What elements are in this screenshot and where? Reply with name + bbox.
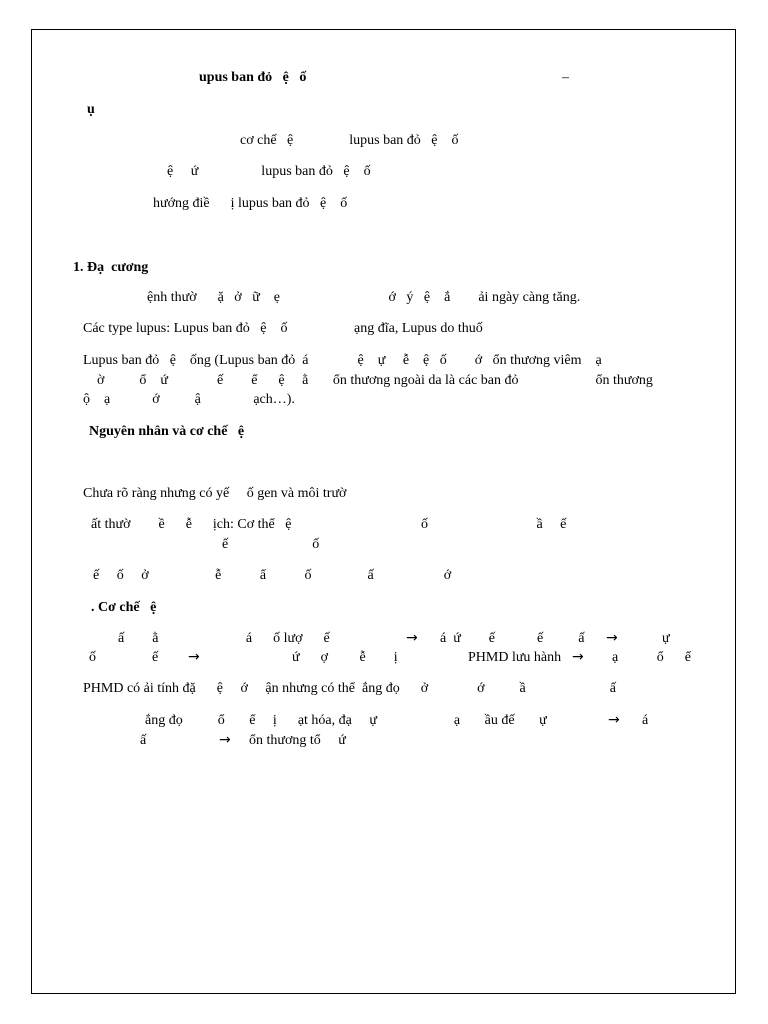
- right-arrow-icon: →: [188, 649, 200, 665]
- document-title: upus ban đỏ ệ ố: [199, 70, 307, 85]
- title-dash: –: [562, 70, 569, 85]
- mechanism-line-2c: PHMD lưu hành: [468, 650, 562, 665]
- mechanism-heading: . Cơ chế ệ: [91, 600, 157, 615]
- cause-paragraph-1: Chưa rõ ràng nhưng có yế ố gen và môi trườ: [83, 486, 347, 501]
- cause-paragraph-2-line-1: ất thườ ề ễ ịch: Cơ thể ệ ố ầ ế: [91, 517, 567, 532]
- mechanism-line-2a: ố ế: [89, 650, 159, 665]
- objective-item-2: ệ ứ lupus ban đỏ ệ ố: [167, 164, 371, 179]
- section-1-paragraph-3-line-2: ờ ổ ứ ế ể ệ ằ ổn thương ngoài da là các ban đỏ ổn thương: [97, 373, 653, 388]
- mechanism-line-1b: á ứ ế ế ấ: [440, 631, 585, 646]
- section-1-paragraph-2: Các type lupus: Lupus ban đỏ ệ ố ạng đĩa, Lupus do thuố: [83, 321, 483, 336]
- right-arrow-icon: →: [606, 630, 618, 646]
- mechanism-line-1c: ự: [662, 631, 670, 646]
- mechanism-line-2b: ứ ợ ễ ị: [292, 650, 398, 665]
- cause-paragraph-3: ế ố ở ễ ẩ ố ấ ớ: [93, 568, 452, 583]
- objectives-label: ụ: [87, 102, 95, 117]
- cause-heading: Nguyên nhân và cơ chế ệ: [89, 424, 245, 439]
- cause-paragraph-2-line-2: ế ố: [222, 537, 320, 552]
- objective-item-3: hướng điề ị lupus ban đỏ ệ ố: [153, 196, 348, 211]
- objective-item-1: cơ chế ệ lupus ban đỏ ệ ố: [240, 133, 459, 148]
- right-arrow-icon: →: [608, 712, 620, 728]
- page-frame: [31, 29, 736, 994]
- section-1-heading: 1. Đạ cương: [73, 260, 149, 275]
- mechanism-line-4b: á: [642, 713, 649, 728]
- mechanism-line-3: PHMD có ải tính đặ ệ ớ ận nhưng có thể ắng đọ ở ớ ầ ấ: [83, 681, 616, 696]
- right-arrow-icon: →: [406, 630, 418, 646]
- right-arrow-icon: →: [572, 649, 584, 665]
- mechanism-line-2d: ạ ổ ể: [612, 650, 691, 665]
- mechanism-line-5b: ổn thương tổ ứ: [249, 733, 346, 748]
- section-1-paragraph-3-line-3: ộ ạ ớ ậ ạch…).: [83, 392, 295, 407]
- mechanism-line-5a: ấ: [140, 733, 147, 748]
- mechanism-line-4a: ắng đọ ổ ể ị ạt hóa, đạ ự ạ ầu đế ự: [145, 713, 547, 728]
- mechanism-line-1a: ấ ằ á ố lượ ế: [118, 631, 330, 646]
- section-1-paragraph-3-line-1: Lupus ban đỏ ệ ống (Lupus ban đỏ á ệ ự ễ ệ ố ớ ổn thương viêm ạ: [83, 353, 602, 368]
- section-1-paragraph-1: ệnh thườ ặ ở ữ ẹ ớ ý ệ ắ ải ngày càng tăng.: [147, 290, 581, 305]
- right-arrow-icon: →: [219, 732, 231, 748]
